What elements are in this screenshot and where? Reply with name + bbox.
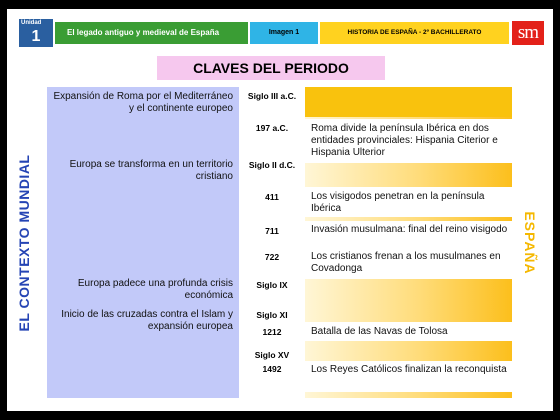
spain-entry: Batalla de las Navas de Tolosa (311, 326, 448, 337)
date-label: 1492 (262, 364, 282, 374)
unit-number: 1 (31, 28, 41, 45)
unit-label: Unidad (21, 20, 42, 26)
spain-column-top-band (305, 87, 512, 117)
spain-label: ESPAÑA (522, 210, 538, 275)
spain-label-wrap (515, 87, 545, 398)
spain-entry: Los visigodos penetran en la península Ibérica (311, 191, 485, 214)
sm-logo: sm (512, 21, 544, 45)
spain-entry: Los Reyes Católicos finalizan la reconquista (311, 364, 507, 375)
page-title: CLAVES DEL PERIODO (157, 56, 385, 80)
date-label: Siglo III a.C. (247, 91, 297, 101)
date-label: Siglo XI (256, 310, 288, 320)
world-entry: Europa se transforma en un territorio cristiano (69, 159, 233, 182)
date-label: 722 (264, 252, 280, 262)
slide (7, 9, 553, 411)
world-entry: Expansión de Roma por el Mediterráneo y el continente europeo (53, 91, 233, 114)
date-label: Siglo IX (256, 280, 288, 290)
image-label: Imagen 1 (250, 22, 318, 44)
world-entry: Inicio de las cruzadas contra el Islam y expansión europea (61, 309, 233, 332)
world-entry: Europa padece una profunda crisis económica (77, 278, 233, 301)
date-label: Siglo XV (254, 350, 290, 360)
date-label: Siglo II d.C. (248, 160, 296, 170)
spain-entry: Invasión musulmana: final del reino visigodo (311, 224, 508, 235)
world-column (47, 87, 239, 398)
date-label: 1212 (262, 327, 282, 337)
spain-entry: Los cristianos frenan a los musulmanes en Covadonga (311, 251, 501, 274)
date-label: 711 (265, 226, 279, 236)
date-label: 411 (265, 192, 279, 202)
world-context-label-wrap (9, 87, 39, 398)
spain-entry: Roma divide la península Ibérica en dos entidades provinciales: Hispania Citerior e Hispania Ulterior (311, 123, 498, 158)
world-context-label: EL CONTEXTO MUNDIAL (16, 154, 32, 331)
course-title: HISTORIA DE ESPAÑA - 2º BACHILLERATO (320, 22, 509, 44)
header-bar (19, 19, 549, 47)
unit-badge (19, 19, 53, 47)
date-label: 197 a.C. (255, 123, 289, 133)
unit-title: El legado antiguo y medieval de España (55, 22, 248, 44)
